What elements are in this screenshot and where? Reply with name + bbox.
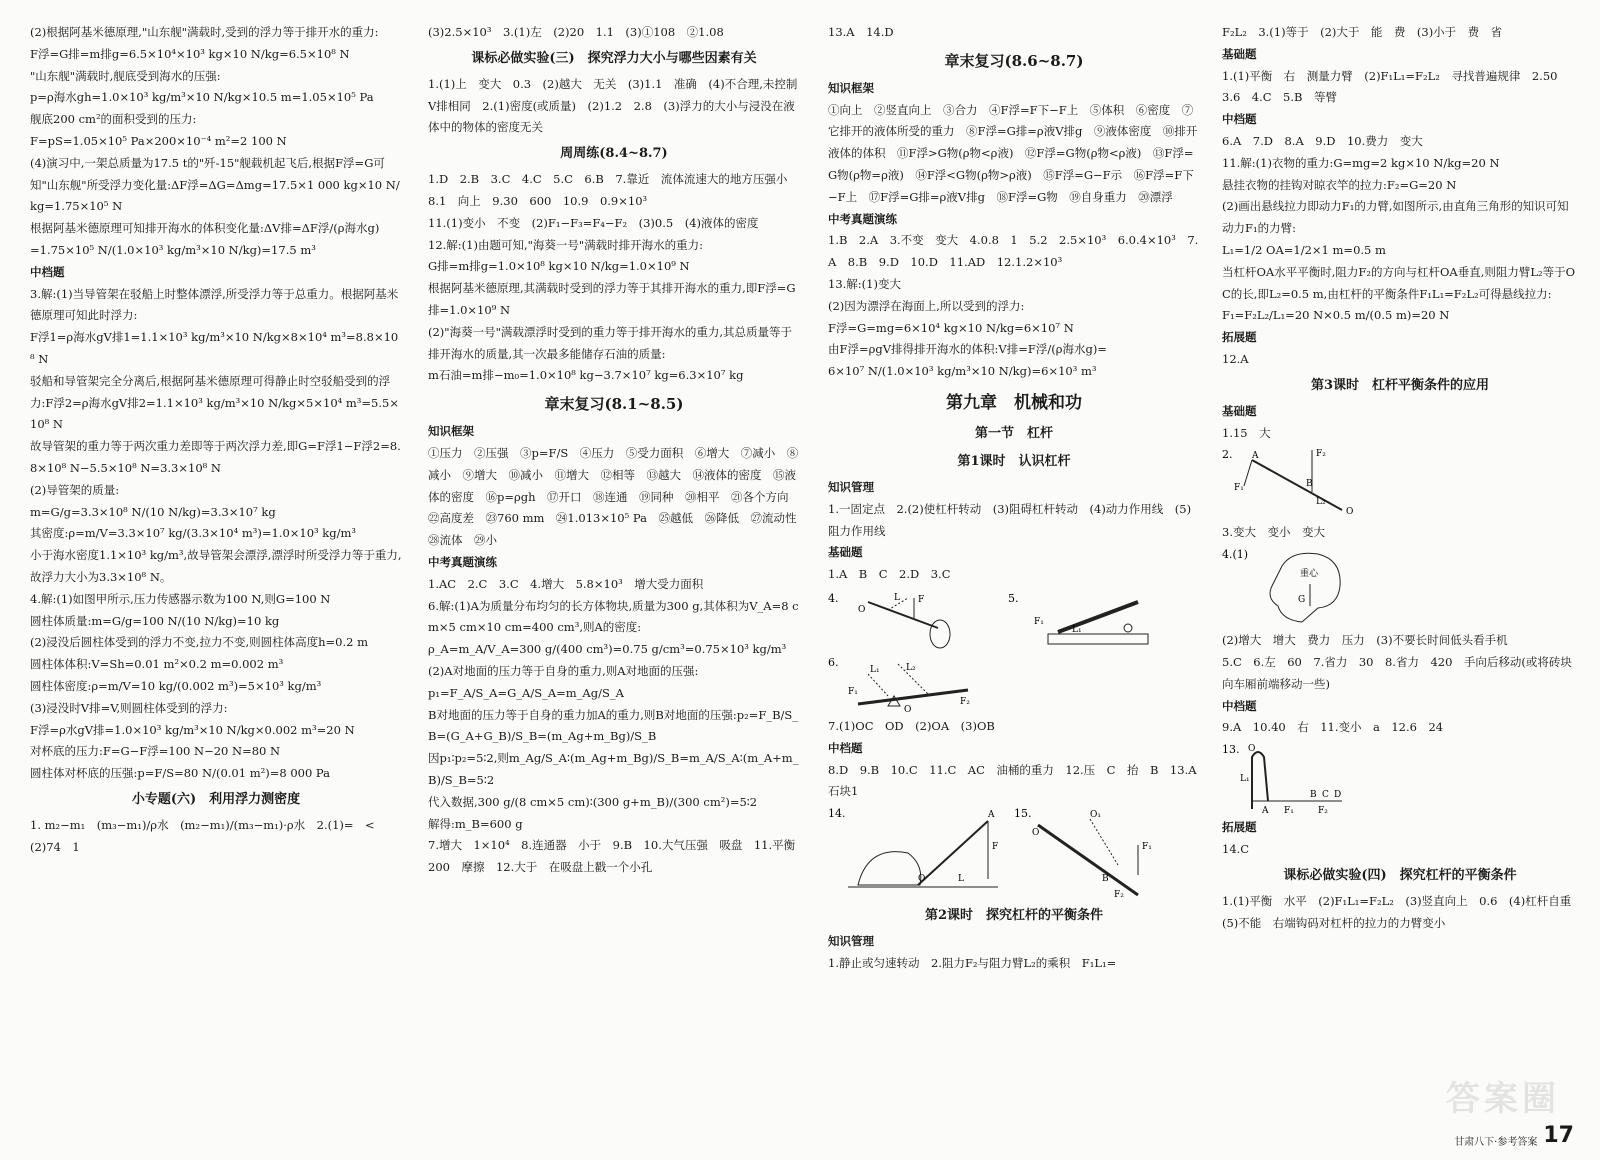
answer-line: 9.A 10.40 右 11.变小 a 12.6 24 [1222, 720, 1444, 735]
page-number: 17 [1543, 1123, 1574, 1148]
answer-line: (2)A对地面的压力等于自身的重力,则A对地面的压强: [428, 663, 699, 678]
answer-line: 故导管架的重力等于两次重力差即等于两次浮力差,即G=F浮1−F浮2=8.8×10⁸ N−5.5×10⁸ N=3.3×10⁸ N [30, 439, 401, 475]
answer-line: 圆柱体质量:m=G/g=100 N/(10 N/kg)=10 kg [30, 613, 280, 628]
answer-line: 1.静止或匀速转动 2.阻力F₂与阻力臂L₂的乘积 F₁L₁= [828, 955, 1117, 970]
column-3 [828, 22, 1209, 1142]
subsection-heading: 第一节 杠杆 [974, 425, 1053, 441]
answer-line: =1.75×10⁵ N/(1.0×10³ kg/m³×10 N/kg)=17.5 m³ [30, 242, 316, 257]
answer-line: 解得:m_B=600 g [428, 816, 523, 831]
answer-line: 悬挂衣物的挂钩对晾衣竿的拉力:F₂=G=20 N [1222, 177, 1457, 192]
subsection-heading: 第3课时 杠杆平衡条件的应用 [1310, 377, 1490, 393]
answer-line: L₁=1/2 OA=1/2×1 m=0.5 m [1222, 242, 1386, 257]
fig-label: O [918, 874, 926, 885]
answer-line: B对地面的压力等于自身的重力加A的重力,则B对地面的压强:p₂=F_B/S_B=(G_A+G_B)/S_B=(m_Ag+m_Bg)/S_B [428, 707, 799, 744]
subsection-heading: 课标必做实验(四) 探究杠杆的平衡条件 [1283, 867, 1517, 883]
answer-line: 因p₁∶p₂=5∶2,则m_Ag/S_A∶(m_Ag+m_Bg)/S_B=m_A/S_A∶(m_A+m_B)/S_B=5∶2 [428, 751, 799, 787]
crowbar [918, 821, 988, 885]
answer-line: 14.C [1222, 841, 1250, 856]
section-heading: 章末复习(8.6~8.7) [944, 51, 1084, 70]
fig-label: O [904, 704, 912, 715]
answer-line: 6.A 7.D 8.A 9.D 10.费力 变大 [1222, 133, 1423, 148]
fig-label: 6. [828, 655, 839, 669]
fig-label: A [988, 810, 995, 821]
column-2 [428, 22, 808, 1142]
answer-line: 1.(1)平衡 水平 (2)F₁L₁=F₂L₂ (3)竖直向上 0.6 (4)杠杆自重 (5)不能 右端钩码对杠杆的拉力的力臂变小 [1222, 893, 1583, 930]
arm-o1 [1090, 819, 1118, 865]
section-label: 中考真题演练 [828, 211, 897, 226]
arm-1 [868, 674, 888, 696]
section-label: 知识框架 [428, 424, 474, 439]
fig-label: B [1310, 790, 1317, 801]
force-f1 [1244, 460, 1252, 486]
shovel-handle [868, 602, 938, 628]
subsection-heading: 小专题(六) 利用浮力测密度 [131, 791, 301, 807]
answer-line: 舰底200 cm²的面积受到的压力: [30, 112, 197, 127]
answer-line: 1.(1)平衡 右 测量力臂 (2)F₁L₁=F₂L₂ 寻找普遍规律 2.50 3.6 4.C 5.B 等臂 [1222, 68, 1569, 105]
fig-label: 5. [1008, 591, 1019, 605]
section-label: 知识框架 [828, 80, 874, 95]
section-label: 基础题 [1222, 403, 1257, 418]
lever-diagram-6 [828, 654, 1188, 714]
footer-caption: 甘肃八下·参考答案 [1454, 1137, 1538, 1148]
lever-diagrams-4-5 [828, 588, 1188, 652]
section-label: 中考真题演练 [428, 554, 497, 569]
answer-line: 1.15 大 [1222, 425, 1271, 440]
section-label: 中档题 [1222, 698, 1257, 713]
lever-15 [1038, 825, 1138, 895]
fig-label: L₂ [906, 662, 916, 673]
section-label: 知识管理 [828, 479, 874, 494]
section-label: 中档题 [1222, 112, 1257, 127]
fig-label: 4. [828, 591, 839, 605]
fig-label: L₂ [1316, 497, 1326, 508]
answer-line: 1.B 2.A 3.不变 变大 4.0.8 1 5.2 2.5×10³ 6.0.4×10³ 7.A 8.B 9.D 10.D 11.AD 12.1.2×10³ [828, 233, 1199, 270]
section-label: 基础题 [828, 545, 863, 560]
answer-line: (2)导管架的质量: [30, 482, 120, 497]
fig-label: L₁ [1072, 624, 1082, 635]
fig-label: F [918, 594, 925, 605]
section-label: 基础题 [1222, 46, 1257, 61]
fig-label: 4.(1) [1222, 548, 1249, 562]
answer-line: 11.解:(1)衣物的重力:G=mg=2 kg×10 N/kg=20 N [1222, 155, 1500, 170]
section-label: 中档题 [30, 264, 65, 279]
head-diagram-4 [1222, 546, 1562, 628]
answer-line: 11.(1)变小 不变 (2)F₁−F₃=F₄−F₂ (3)0.5 (4)液体的密度 [428, 215, 759, 230]
answer-line: 由F浮=ρgV排得排开海水的体积:V排=F浮/(ρ海水g)= [828, 342, 1107, 357]
answer-line: (2)浸没后圆柱体受到的浮力不变,拉力不变,则圆柱体高度h=0.2 m [30, 635, 368, 650]
answer-line: m=G/g=3.3×10⁸ N/(10 N/kg)=3.3×10⁷ kg [30, 504, 276, 519]
answer-line: (2)画出悬线拉力即动力F₁的力臂,如图所示,由直角三角形的知识可知动力F₁的力臂: [1222, 199, 1569, 236]
answer-line: 驳船和导管架完全分离后,根据阿基米德原理可得静止时空驳船受到的浮力:F浮2=ρ海水gV排2=1.1×10³ kg/m³×10 N/kg×5×10⁴ m³=5.5×10⁸ N [30, 373, 399, 432]
fig-label: A [1262, 806, 1269, 817]
fig-label: G [1298, 595, 1306, 606]
fig-label: F₁ [1142, 842, 1152, 853]
answer-line: 1.一固定点 2.(2)使杠杆转动 (3)阻碍杠杆转动 (4)动力作用线 (5)阻力作用线 [828, 501, 1192, 538]
section-label: 知识管理 [828, 934, 874, 949]
chapter-heading: 第九章 机械和功 [946, 392, 1082, 413]
fig-label: L [958, 874, 964, 885]
answer-line: 小于海水密度1.1×10³ kg/m³,故导管架会漂浮,漂浮时所受浮力等于重力,故浮力大小为3.3×10⁸ N。 [30, 548, 402, 584]
fig-label: 14. [828, 807, 846, 821]
column-4 [1222, 22, 1583, 1142]
answer-line: (3)2.5×10³ 3.(1)左 (2)20 1.1 (3)①108 ②1.08 [428, 25, 724, 39]
fig-label: L₁ [1240, 774, 1250, 785]
subsection-heading: 第2课时 探究杠杆的平衡条件 [924, 908, 1104, 924]
answer-line: 1. m₂−m₁ (m₃−m₁)/ρ水 (m₂−m₁)/(m₃−m₁)·ρ水 2.(1)= < (2)74 1 [30, 817, 387, 854]
answer-line: 5.C 6.左 60 7.省力 30 8.省力 420 手向后移动(或将砖块向车厢前端移动一些) [1222, 654, 1572, 691]
fig-label: O [1346, 507, 1354, 518]
fig-label: C [1322, 790, 1329, 801]
answer-line: 其密度:ρ=m/V=3.3×10⁷ kg/(3.3×10⁴ m³)=1.0×10³ kg/m³ [30, 526, 357, 541]
page-footer [1454, 1123, 1574, 1148]
lever-bar [858, 690, 968, 704]
fig-label: F₂ [960, 696, 970, 707]
fig-label: F [992, 842, 999, 853]
answer-line: (2)因为漂浮在海面上,所以受到的浮力: [828, 298, 1025, 313]
answer-line: 代入数据,300 g/(8 cm×5 cm)∶(300 g+m_B)/(300 cm²)=5∶2 [428, 794, 758, 809]
answer-line: 6.解:(1)A为质量分布均匀的长方体物块,质量为300 g,其体积为V_A=8 cm×5 cm×10 cm=400 cm³,则A的密度: [428, 598, 799, 635]
answer-line: F=pS=1.05×10⁵ Pa×200×10⁻⁴ m²=2 100 N [30, 133, 287, 148]
fig-label: B [1306, 479, 1313, 490]
answer-line: m石油=m排−m₀=1.0×10⁸ kg−3.7×10⁷ kg=6.3×10⁷ kg [428, 368, 744, 383]
fig-label: 13. [1222, 743, 1240, 757]
tool-base [1048, 634, 1148, 644]
answer-line: "山东舰"满载时,舰底受到海水的压强: [30, 68, 221, 83]
fig-label: L [894, 592, 900, 603]
section-heading: 章末复习(8.1~8.5) [544, 395, 684, 414]
fig-label: O₁ [1090, 810, 1101, 821]
rock [858, 852, 921, 885]
answer-line: 7.(1)OC OD (2)OA (3)OB [828, 718, 995, 733]
lever-bar [1252, 460, 1342, 510]
answer-line: G排=m排g=1.0×10⁸ kg×10 N/kg=1.0×10⁹ N [428, 259, 690, 274]
fig-label: F₂ [1316, 449, 1326, 460]
fig-label: F₁ [848, 686, 858, 697]
answer-line: (3)浸没时V排=V,则圆柱体受到的浮力: [30, 700, 228, 715]
answer-line: 圆柱体体积:V=Sh=0.01 m²×0.2 m=0.002 m³ [30, 657, 284, 672]
fig-label: A [1252, 451, 1259, 462]
fig-label: O [1032, 828, 1040, 839]
subsection-heading: 周周练(8.4~8.7) [560, 146, 668, 162]
answer-line: (2)增大 增大 费力 压力 (3)不要长时间低头看手机 [1222, 633, 1508, 648]
answer-line: 6×10⁷ N/(1.0×10³ kg/m³×10 N/kg)=6×10³ m³ [828, 364, 1097, 379]
answer-line: 8.D 9.B 10.C 11.C AC 油桶的重力 12.压 C 抬 B 13.A 石块1 [828, 762, 1209, 799]
fig-label: F₁ [1284, 806, 1294, 817]
fig-label: 15. [1014, 807, 1032, 821]
watermark: 答案圈 [1446, 1079, 1560, 1119]
answer-line: 根据阿基米德原理,其满载时受到的浮力等于其排开海水的重力,即F浮=G排=1.0×10⁹ N [428, 281, 796, 317]
answer-line: 4.解:(1)如图甲所示,压力传感器示数为100 N,则G=100 N [30, 591, 331, 606]
lever-diagram-13 [1222, 741, 1562, 815]
lever-diagrams-14-15 [828, 805, 1188, 901]
answer-line: 当杠杆OA水平平衡时,阻力F₂的方向与杠杆OA垂直,则阻力臂L₂等于OC的长,即L₂=0.5 m,由杠杆的平衡条件F₁L₁=F₂L₂可得悬线拉力: [1222, 264, 1576, 301]
answer-line: F浮1=ρ海水gV排1=1.1×10³ kg/m³×10 N/kg×8×10⁴ m³=8.8×10⁸ N [30, 330, 399, 366]
answer-line: 12.解:(1)由题可知,"海葵一号"满载时排开海水的重力: [428, 237, 704, 252]
tool-arm [1058, 602, 1138, 632]
column-1 [30, 22, 402, 1142]
answer-line: 1.D 2.B 3.C 4.C 5.C 6.B 7.靠近 流体流速大的地方压强小 8.1 向上 9.30 600 10.9 0.9×10³ [428, 172, 799, 208]
arm-shape [1252, 752, 1268, 809]
answer-line: 13.解:(1)变大 [828, 276, 901, 291]
tool-pivot [1124, 624, 1132, 632]
answer-line: 3.变大 变小 变大 [1222, 525, 1325, 540]
fig-label: L₁ [870, 664, 880, 675]
answer-line: 7.增大 1×10⁴ 8.连通器 小于 9.B 10.大气压强 吸盘 11.平衡 200 摩擦 12.大于 在吸盘上戳一个小孔 [428, 838, 807, 875]
fig-label: F₁ [1234, 483, 1244, 494]
section-label: 拓展题 [1222, 330, 1257, 345]
fig-label: O [858, 604, 866, 615]
answer-line: 圆柱体密度:ρ=m/V=10 kg/(0.002 m³)=5×10³ kg/m³ [30, 678, 322, 693]
fig-label: 2. [1222, 448, 1233, 462]
answer-line: p=ρ海水gh=1.0×10³ kg/m³×10 N/kg×10.5 m=1.05×10⁵ Pa [30, 90, 374, 105]
answer-line: 13.A 14.D [828, 25, 894, 39]
fig-label: F₂ [1114, 890, 1124, 901]
shovel-blade [930, 620, 950, 648]
answer-line: 对杯底的压力:F=G−F浮=100 N−20 N=80 N [30, 744, 281, 759]
answer-line: 3.解:(1)当导管架在驳船上时整体漂浮,所受浮力等于总重力。根据阿基米德原理可知此时浮力: [30, 286, 399, 323]
answer-line: (4)演习中,一架总质量为17.5 t的"歼-15"舰载机起飞后,根据F浮=G可知"山东舰"所受浮力变化量:ΔF浮=ΔG=Δmg=17.5×1 000 kg×10 N/kg=1.75×10⁵ N [30, 155, 400, 214]
fig-label: F₂ [1318, 806, 1328, 817]
fig-label: F₁ [1034, 616, 1044, 627]
fig-label: B [1102, 874, 1109, 885]
answer-line: 12.A [1222, 351, 1249, 366]
fig-label: 重心 [1300, 569, 1319, 580]
fig-label: O [1248, 744, 1256, 755]
answer-line: F₂L₂ 3.(1)等于 (2)大于 能 费 (3)小于 费 省 [1222, 25, 1503, 39]
answer-line: (2)根据阿基米德原理,"山东舰"满载时,受到的浮力等于排开水的重力: [30, 25, 379, 39]
head-outline [1270, 553, 1340, 622]
section-label: 拓展题 [1222, 820, 1257, 835]
answer-line: ①压力 ②压强 ③p=F/S ④压力 ⑤受力面积 ⑥增大 ⑦减小 ⑧减小 ⑨增大 ⑩减小 ⑪增大 ⑫相等 ⑬越大 ⑭液体的密度 ⑮液体的密度 ⑯p=ρgh ⑰开口 ⑱连通 ⑲同种 ⑳相平 ㉑各个方向 ㉒高度差 ㉓760 mm ㉔1.013×10⁵ Pa ㉕越低 ㉖降低 ㉗流动性 ㉘流体 ㉙小 [428, 445, 808, 548]
answer-line: F浮=ρ水gV排=1.0×10³ kg/m³×10 N/kg×0.002 m³=20 N [30, 722, 355, 737]
lever-diagram-2 [1222, 446, 1562, 520]
answer-line: 根据阿基米德原理可知排开海水的体积变化量:ΔV排=ΔF浮/(ρ海水g) [30, 221, 380, 236]
answer-line: 圆柱体对杯底的压强:p=F/S=80 N/(0.01 m²)=8 000 Pa [30, 766, 331, 781]
answer-line: 1.(1)上 变大 0.3 (2)越大 无关 (3)1.1 准确 (4)不合理,未控制V排相同 2.(1)密度(或质量) (2)1.2 2.8 (3)浮力的大小与浸没在液体中的物体的密度无关 [428, 76, 798, 135]
answer-line: ①向上 ②竖直向上 ③合力 ④F浮=F下−F上 ⑤体积 ⑥密度 ⑦它排开的液体所受的重力 ⑧F浮=G排=ρ液V排g ⑨液体密度 ⑩排开液体的体积 ⑪F浮>G物(ρ物<ρ液) ⑫F浮=G物(ρ物<ρ液) ⑬F浮=G物(ρ物=ρ液) ⑭F浮<G物(ρ物>ρ液) ⑮F浮=G−F示 ⑯F浮=F下−F上 ⑰F浮=G排=ρ液V排g ⑱F浮=G物 ⑲自身重力 ⑳漂浮 [828, 102, 1198, 204]
subsection-heading: 第1课时 认识杠杆 [957, 453, 1071, 469]
answer-line: (2)"海葵一号"满载漂浮时受到的重力等于排开海水的重力,其总质量等于排开海水的质量,其一次最多能储存石油的质量: [428, 324, 793, 361]
answer-line: F浮=G排=m排g=6.5×10⁴×10³ kg×10 N/kg=6.5×10⁸ N [30, 46, 350, 61]
answer-line: ρ_A=m_A/V_A=300 g/(400 cm³)=0.75 g/cm³=0.75×10³ kg/m³ [428, 642, 787, 657]
section-label: 中档题 [828, 740, 863, 755]
subsection-heading: 课标必做实验(三) 探究浮力大小与哪些因素有关 [471, 50, 757, 66]
answer-line: F浮=G=mg=6×10⁴ kg×10 N/kg=6×10⁷ N [828, 320, 1074, 335]
fig-label: D [1334, 790, 1342, 801]
answer-line: F₁=F₂L₂/L₁=20 N×0.5 m/(0.5 m)=20 N [1222, 308, 1450, 323]
answer-line: p₁=F_A/S_A=G_A/S_A=m_Ag/S_A [428, 685, 624, 700]
answer-line: 1.AC 2.C 3.C 4.增大 5.8×10³ 增大受力面积 [428, 576, 704, 591]
answer-line: 1.A B C 2.D 3.C [828, 567, 951, 582]
